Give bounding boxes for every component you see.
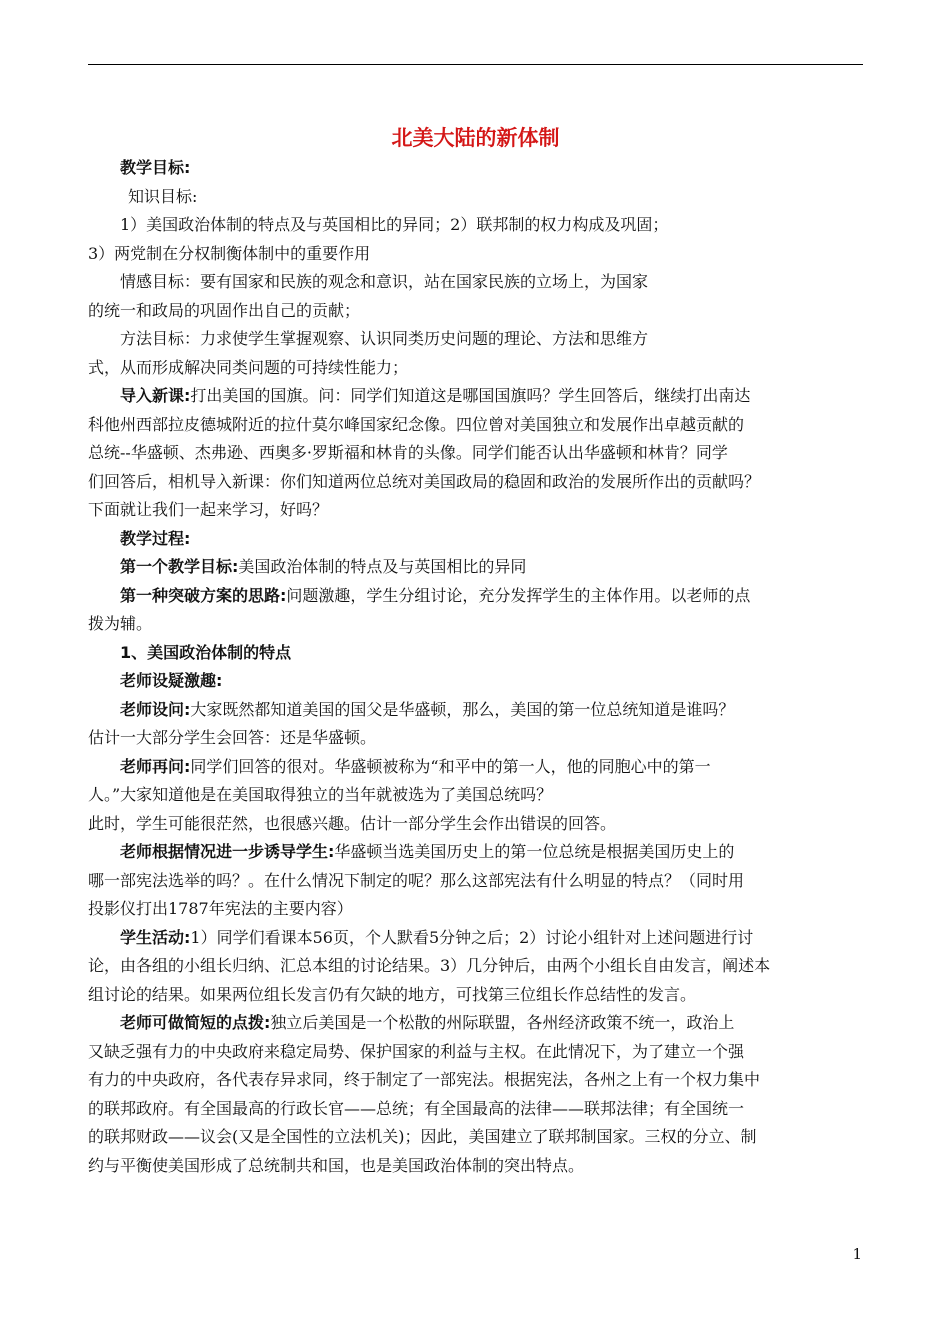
header-rule (88, 64, 863, 65)
text-line (88, 553, 868, 582)
text-line (88, 1123, 868, 1152)
line-text: 约与平衡使美国形成了总统制共和国，也是美国政治体制的突出特点。 (88, 1155, 585, 1175)
text-line (88, 1066, 868, 1095)
text-line (88, 354, 868, 383)
text-line (88, 696, 868, 725)
bold-label: 老师根据情况进一步诱导学生: (120, 842, 335, 861)
text-line (88, 297, 868, 326)
line-text: 情感目标：要有国家和民族的观念和意识，站在国家民族的立场上，为国家 (120, 272, 649, 291)
text-line (88, 838, 868, 867)
line-text: 大家既然都知道美国的国父是华盛顿，那么，美国的第一位总统知道是谁吗？ (190, 699, 735, 719)
line-text: 组讨论的结果。如果两位组长发言仍有欠缺的地方，可找第三位组长作总结性的发言。 (88, 984, 697, 1004)
text-line (88, 525, 868, 554)
text-line (88, 382, 868, 411)
bold-label: 教学目标: (120, 158, 191, 177)
bold-label: 导入新课: (120, 386, 191, 405)
text-line (88, 211, 868, 240)
text-line (88, 582, 868, 611)
text-line (88, 411, 868, 440)
bold-label: 第一个教学目标: (120, 557, 239, 576)
text-line (88, 781, 868, 810)
bold-label: 老师设疑激趣: (120, 671, 223, 690)
line-text: 独立后美国是一个松散的州际联盟，各州经济政策不统一，政治上 (270, 1013, 735, 1032)
line-text: 打出美国的国旗。问：同学们知道这是哪国国旗吗？学生回答后，继续打出南达 (190, 386, 751, 405)
line-text: 式，从而形成解决同类问题的可持续性能力； (88, 357, 409, 377)
line-text: 1）美国政治体制的特点及与英国相比的异同；2）联邦制的权力构成及巩固； (120, 215, 669, 234)
line-text: 总统--华盛顿、杰弗逊、西奥多·罗斯福和林肯的头像。同学们能否认出华盛顿和林肯？同学 (88, 443, 728, 462)
text-line (88, 1009, 868, 1038)
document-title: 北美大陆的新体制 (391, 126, 560, 150)
text-line (88, 468, 868, 497)
text-line (88, 753, 868, 782)
line-text: 投影仪打出1787年宪法的主要内容） (88, 899, 353, 918)
line-text: 1）同学们看课本56页，个人默看5分钟之后；2）讨论小组针对上述问题进行讨 (190, 927, 754, 947)
text-line (88, 1095, 868, 1124)
line-text: 有力的中央政府，各代表存异求同，终于制定了一部宪法。根据宪法，各州之上有一个权力集中 (88, 1070, 761, 1089)
text-line (88, 924, 868, 953)
line-text: 3）两党制在分权制衡体制中的重要作用 (88, 243, 371, 263)
bold-label: 教学过程: (120, 528, 191, 548)
text-line (88, 439, 868, 468)
text-line (88, 154, 868, 183)
text-line (88, 639, 868, 668)
line-text: 方法目标：力求使学生掌握观察、认识同类历史问题的理论、方法和思维方 (120, 329, 649, 348)
text-line (88, 240, 868, 269)
bold-label: 老师再问: (120, 756, 191, 776)
document-body (88, 154, 868, 1180)
line-text: 的联邦政府。有全国最高的行政长官——总统；有全国最高的法律——联邦法律；有全国统一 (88, 1098, 745, 1118)
line-text: 华盛顿当选美国历史上的第一位总统是根据美国历史上的 (334, 842, 735, 861)
line-text: 的统一和政局的巩固作出自己的贡献； (88, 300, 361, 320)
line-text: 科他州西部拉皮德城附近的拉什莫尔峰国家纪念像。四位曾对美国独立和发展作出卓越贡献的 (88, 414, 745, 434)
line-text: 又缺乏强有力的中央政府来稳定局势、保护国家的利益与主权。在此情况下，为了建立一个强 (88, 1041, 745, 1061)
line-text: 人。”大家知道他是在美国取得独立的当年就被选为了美国总统吗？ (88, 785, 553, 804)
text-line (88, 1038, 868, 1067)
line-text: 美国政治体制的特点及与英国相比的异同 (238, 557, 527, 576)
bold-label: 学生活动: (120, 927, 191, 947)
bold-label: 老师可做简短的点拨: (120, 1013, 271, 1032)
line-text: 哪一部宪法选举的吗？。在什么情况下制定的呢？那么这部宪法有什么明显的特点？（同时用 (88, 870, 745, 890)
line-text: 问题激趣，学生分组讨论，充分发挥学生的主体作用。以老师的点 (286, 585, 751, 605)
line-text: 的联邦财政——议会(又是全国性的立法机关)；因此，美国建立了联邦制国家。三权的分立、制 (88, 1127, 757, 1146)
text-line (88, 268, 868, 297)
text-line (88, 810, 868, 839)
line-text: 知识目标: (128, 186, 198, 206)
text-line (88, 952, 868, 981)
text-line (88, 496, 868, 525)
text-line (88, 981, 868, 1010)
bold-label: 1、美国政治体制的特点 (120, 642, 292, 662)
line-text: 们回答后，相机导入新课：你们知道两位总统对美国政局的稳固和政治的发展所作出的贡献吗？ (88, 471, 761, 491)
page-number: 1 (852, 1245, 862, 1263)
bold-label: 老师设问: (120, 699, 191, 719)
text-line (88, 1152, 868, 1181)
line-text: 下面就让我们一起来学习，好吗？ (88, 500, 329, 519)
text-line (88, 867, 868, 896)
text-line (88, 610, 868, 639)
text-line (88, 325, 868, 354)
line-text: 论，由各组的小组长归纳、汇总本组的讨论结果。3）几分钟后，由两个小组长自由发言，阐述本 (88, 956, 771, 975)
line-text: 此时，学生可能很茫然，也很感兴趣。估计一部分学生会作出错误的回答。 (88, 813, 617, 833)
text-line (88, 667, 868, 696)
bold-label: 第一种突破方案的思路: (120, 585, 287, 605)
text-line (88, 183, 868, 212)
text-line (88, 895, 868, 924)
line-text: 同学们回答的很对。华盛顿被称为“和平中的第一人，他的同胞心中的第一 (190, 756, 711, 776)
line-text: 拨为辅。 (88, 614, 153, 633)
text-line (88, 724, 868, 753)
line-text: 估计一大部分学生会回答：还是华盛顿。 (88, 728, 377, 747)
